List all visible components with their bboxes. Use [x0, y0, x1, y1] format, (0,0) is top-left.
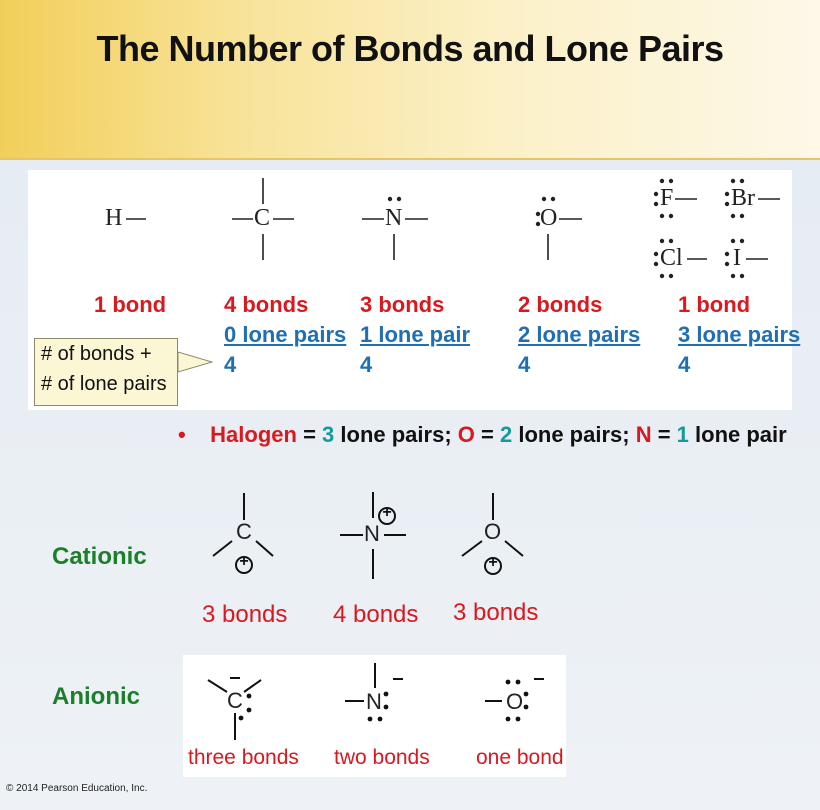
anion-o-count: one bond	[476, 746, 564, 769]
cation-n-charge: +	[382, 504, 392, 521]
atom-br: Br	[731, 185, 755, 211]
col5-bonds: 1 bond	[678, 292, 751, 317]
summary-eq2: =	[474, 422, 500, 447]
cation-o-count: 3 bonds	[453, 599, 539, 626]
anion-c: C	[227, 688, 243, 713]
callout-line1: # of bonds +	[41, 343, 152, 365]
col4-lone-count: 2 lone pairs	[518, 322, 641, 347]
anion-n: N	[366, 689, 382, 714]
summary-eq1: =	[296, 422, 323, 447]
col2-bonds: 4 bonds	[224, 292, 309, 317]
summary-t3: lone pair	[688, 422, 787, 447]
anion-n-count: two bonds	[334, 746, 430, 769]
col5-lone-count: 3 lone pairs	[678, 322, 801, 347]
col3-lone-count: 1 lone pair	[360, 322, 471, 347]
atom-h: H	[105, 205, 123, 231]
cationic-label: Cationic	[52, 543, 147, 570]
col2-lone-count: 0 lone pairs	[224, 322, 347, 347]
col4-bonds: 2 bonds	[518, 292, 603, 317]
summary-eq3: =	[651, 422, 677, 447]
col5-total: 4	[678, 352, 691, 377]
atom-o: O	[540, 205, 558, 231]
anion-o: O	[506, 689, 524, 714]
col5-lone-pairs	[678, 322, 800, 348]
summary-n1: 1	[676, 422, 689, 447]
cation-n: N	[364, 521, 380, 546]
col2-lone-pairs	[224, 322, 346, 348]
col4-total: 4	[518, 352, 531, 377]
atom-c: C	[254, 205, 271, 231]
col1-bonds: 1 bond	[94, 292, 167, 317]
summary-n: N	[635, 422, 652, 447]
summary-line	[178, 422, 787, 448]
summary-n2: 2	[499, 422, 513, 447]
atom-f: F	[660, 185, 674, 211]
col3-total: 4	[360, 352, 373, 377]
summary-t2: lone pairs;	[512, 422, 636, 447]
atom-n: N	[385, 205, 403, 231]
col3-lone-pairs	[360, 322, 470, 348]
atom-cl: Cl	[660, 245, 683, 271]
cation-c-count: 3 bonds	[202, 601, 288, 628]
col4-lone-pairs	[518, 322, 640, 348]
summary-o: O	[457, 422, 475, 447]
col2-total: 4	[224, 352, 237, 377]
cation-c: C	[236, 519, 252, 544]
summary-t1: lone pairs;	[334, 422, 458, 447]
bullet: •	[178, 422, 186, 447]
callout-box	[34, 338, 178, 406]
cation-c-charge: +	[239, 553, 249, 570]
atom-i: I	[733, 245, 741, 271]
cation-o-charge: +	[488, 554, 498, 571]
copyright: © 2014 Pearson Education, Inc.	[6, 783, 148, 794]
anionic-label: Anionic	[52, 683, 140, 710]
col3-bonds: 3 bonds	[360, 292, 445, 317]
summary-halogen: Halogen	[210, 422, 297, 447]
callout-line2: # of lone pairs	[41, 373, 167, 395]
slide-title: The Number of Bonds and Lone Pairs	[96, 28, 724, 69]
cation-n-count: 4 bonds	[333, 601, 419, 628]
cation-o: O	[484, 519, 502, 544]
summary-n3: 3	[322, 422, 335, 447]
anion-c-count: three bonds	[188, 746, 299, 769]
